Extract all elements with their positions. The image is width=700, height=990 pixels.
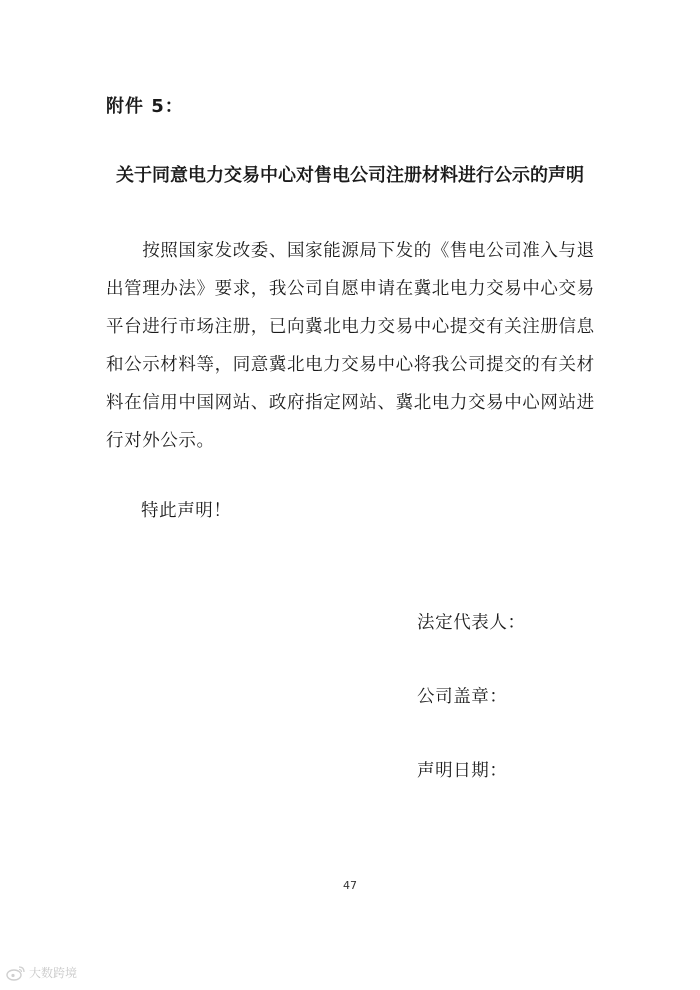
document-title: 关于同意电力交易中心对售电公司注册材料进行公示的声明	[116, 165, 584, 186]
declaration-date-label: 声明日期：	[417, 761, 508, 781]
body-line: 行对外公示。	[106, 431, 215, 451]
body-line: 和公示材料等，同意冀北电力交易中心将我公司提交的有关材	[106, 355, 595, 375]
company-seal-label: 公司盖章：	[417, 687, 508, 707]
attachment-label: 附件 5：	[106, 96, 184, 117]
closing-statement: 特此声明！	[141, 501, 232, 521]
watermark-text: 大数跨境	[29, 966, 78, 980]
legal-representative-label: 法定代表人：	[417, 613, 526, 633]
page-number: 47	[343, 879, 357, 892]
watermark	[6, 964, 77, 981]
weibo-logo-icon	[6, 965, 26, 981]
body-line: 平台进行市场注册，已向冀北电力交易中心提交有关注册信息	[106, 317, 595, 337]
body-line: 出管理办法》要求，我公司自愿申请在冀北电力交易中心交易	[106, 279, 595, 299]
body-line: 按照国家发改委、国家能源局下发的《售电公司准入与退	[106, 241, 595, 261]
body-line: 料在信用中国网站、政府指定网站、冀北电力交易中心网站进	[106, 393, 595, 413]
